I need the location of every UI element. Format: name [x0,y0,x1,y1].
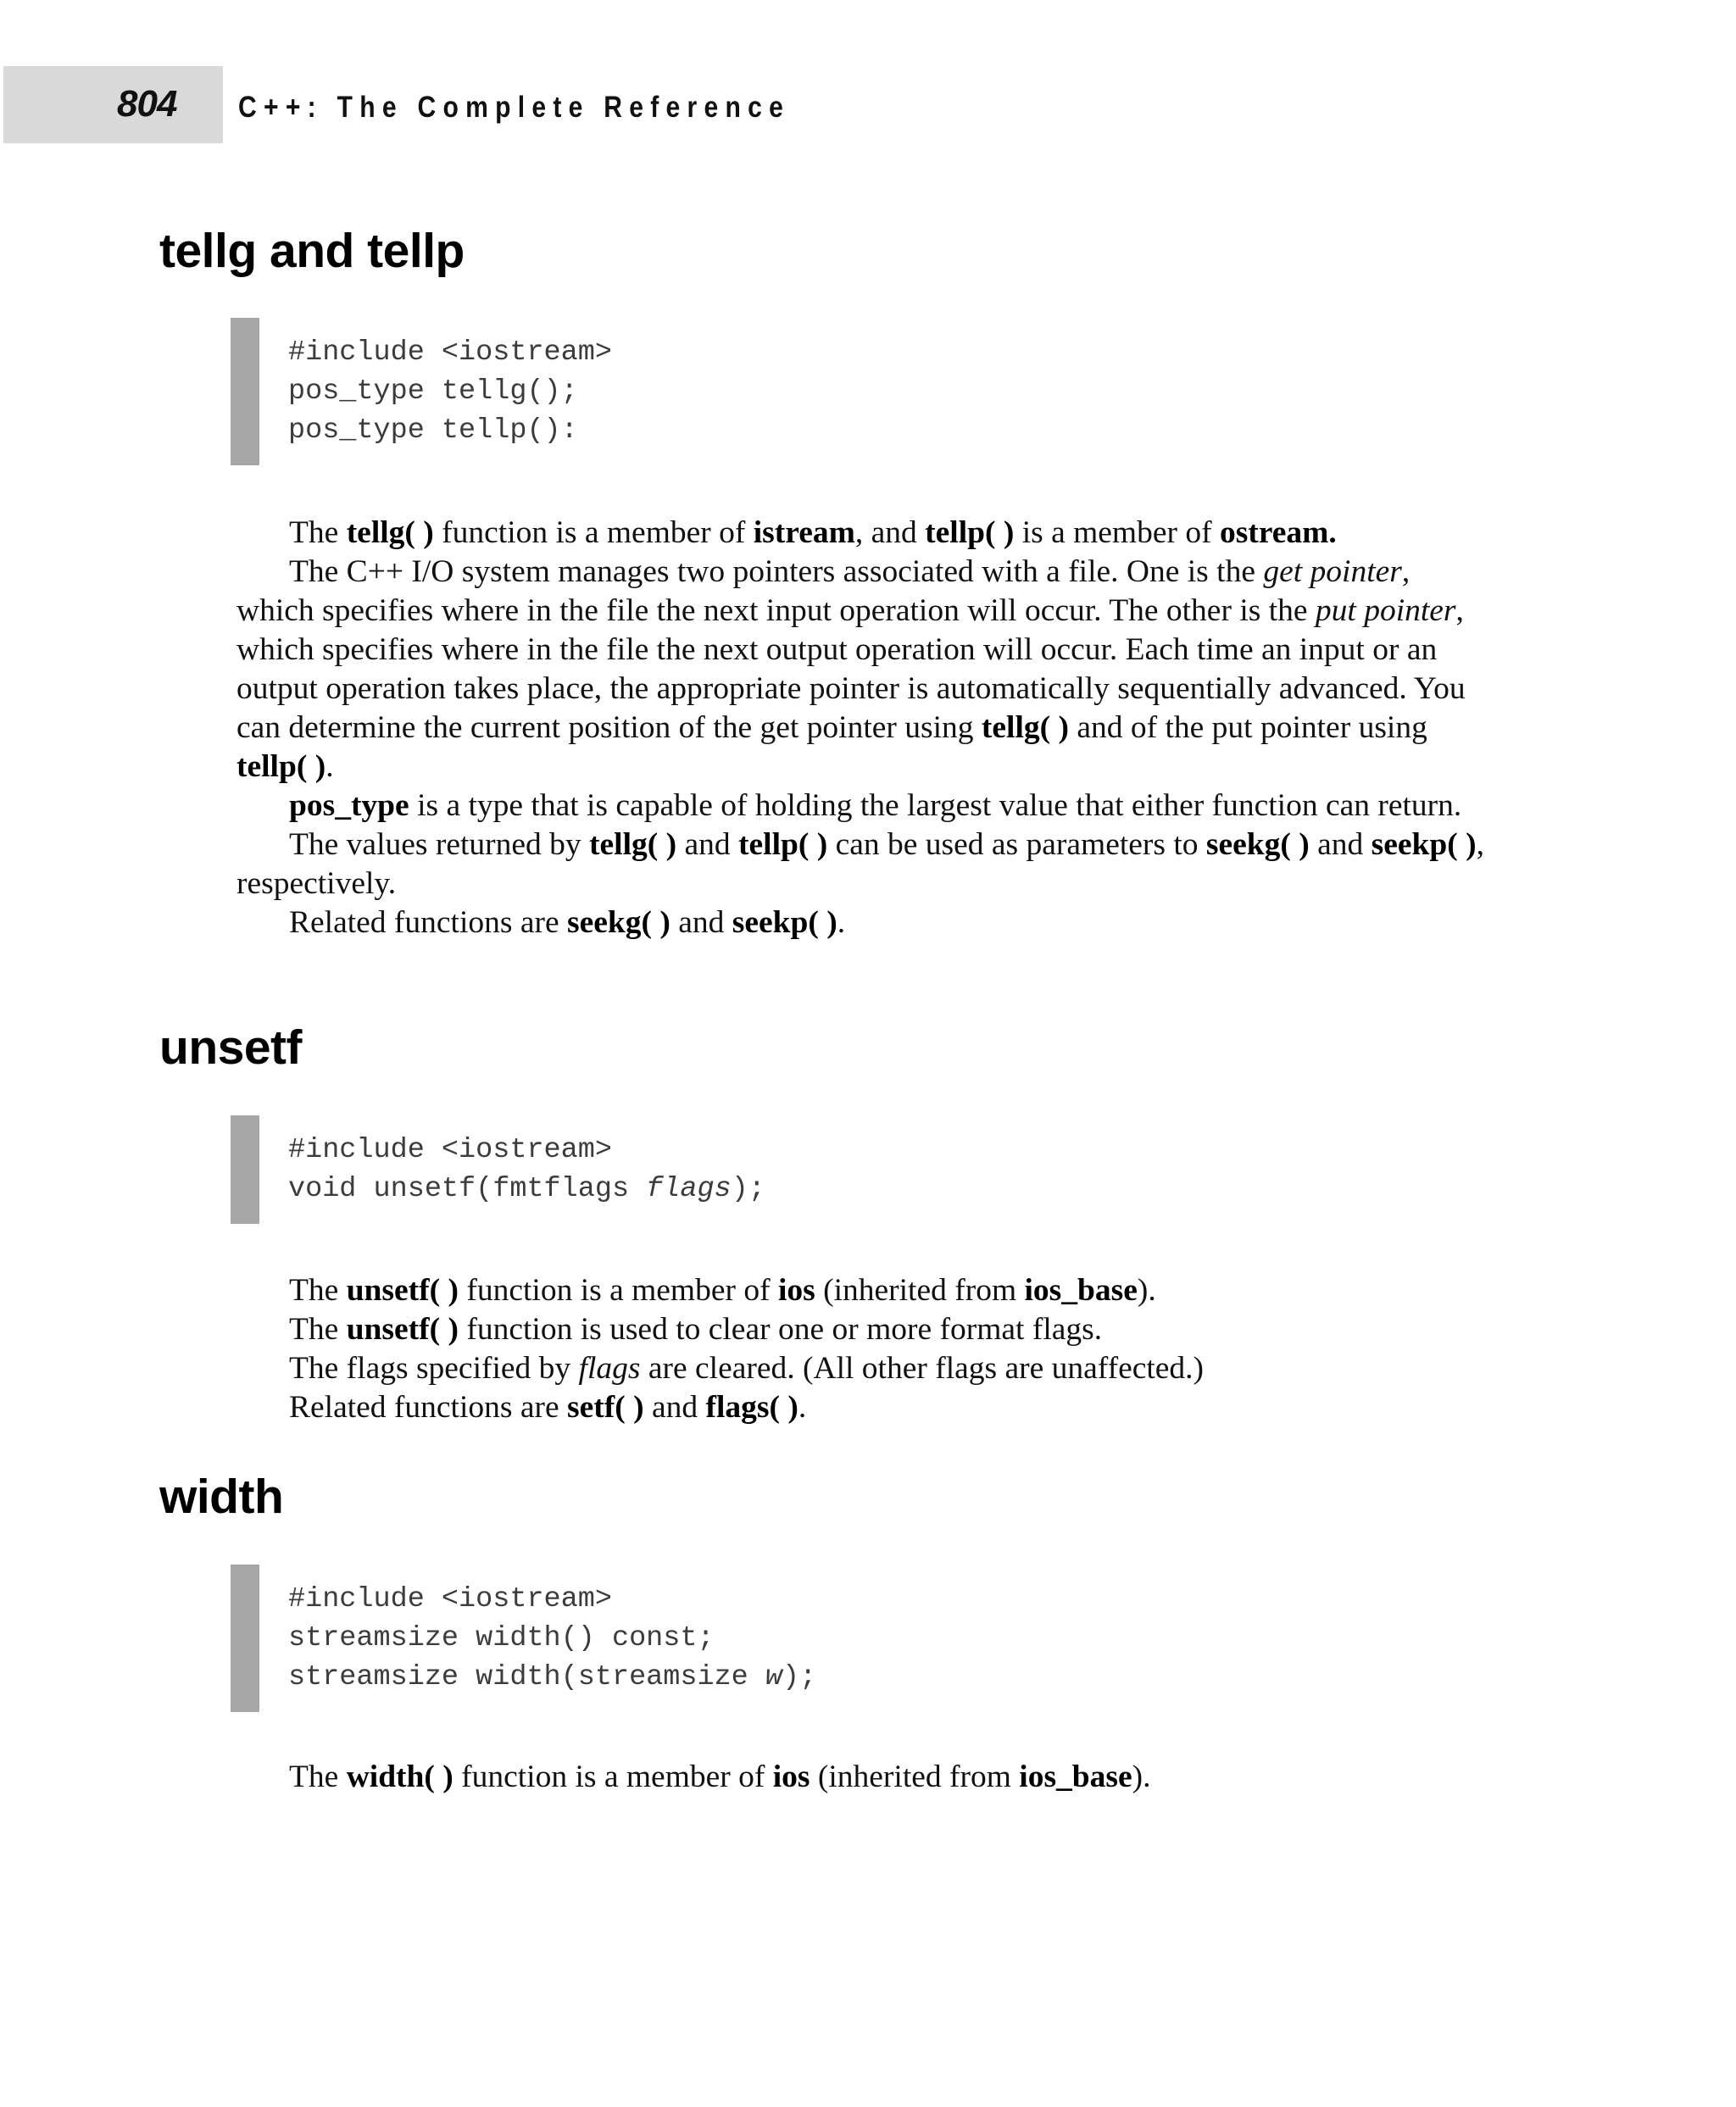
paragraph: The width( ) function is a member of ios (inherited from ios_base). [289,1760,1151,1794]
syntax-block-unsetf [231,1115,1502,1224]
syntax-bar [231,318,259,465]
section-title-width: width [159,1470,284,1524]
running-title: C++: The Complete Reference [238,91,791,124]
syntax-bar [231,1565,259,1712]
paragraph: Related functions are setf( ) and flags( ). [289,1390,807,1425]
syntax-bar [231,1115,259,1224]
paragraph: The unsetf( ) function is a member of ios (inherited from ios_base). [289,1273,1156,1308]
header-tab [3,66,223,143]
prose-tellg [236,514,1491,942]
paragraph: The unsetf( ) function is used to clear one or more format flags. [289,1312,1103,1347]
code-line: streamsize width() const; [288,1622,715,1654]
paragraph: pos_type is a type that is capable of holding the largest value that either function can return. [289,788,1462,823]
section-title-unsetf: unsetf [159,1020,302,1075]
code-line: pos_type tellg(); [288,375,578,408]
syntax-block-width [231,1565,1502,1712]
code-line: pos_type tellp(): [288,414,578,447]
paragraph: The tellg( ) function is a member of istream, and tellp( ) is a member of ostream. [289,515,1337,550]
prose-width [236,1758,1491,1797]
section-title-tellg-tellp: tellg and tellp [159,224,465,278]
paragraph: Related functions are seekg( ) and seekp( ). [289,905,846,940]
code-line: void unsetf(fmtflags flags); [288,1173,765,1205]
prose-unsetf [236,1271,1491,1427]
code-line: #include <iostream> [288,1134,612,1166]
code-line: #include <iostream> [288,1583,612,1615]
page-number: 804 [117,83,177,125]
paragraph: The C++ I/O system manages two pointers associated with a file. One is the get pointer, which specifies where in the file the next input operation will occur. The other is the put pointer, which specifies where in the file the next output operation will occur. Each time an input or an output operation takes place, the appropriate pointer is automatically sequentially advanced. You can determine the current position of the get pointer using tellg( ) and of the put pointer using tellp( ). [236,554,1466,784]
code-line: streamsize width(streamsize w); [288,1661,817,1693]
paragraph: The values returned by tellg( ) and tellp( ) can be used as parameters to seekg( ) and seekp( ), respectively. [236,827,1484,901]
paragraph: The flags specified by flags are cleared. (All other flags are unaffected.) [289,1351,1205,1386]
syntax-block-tellg [231,318,1502,465]
code-line: #include <iostream> [288,336,612,369]
